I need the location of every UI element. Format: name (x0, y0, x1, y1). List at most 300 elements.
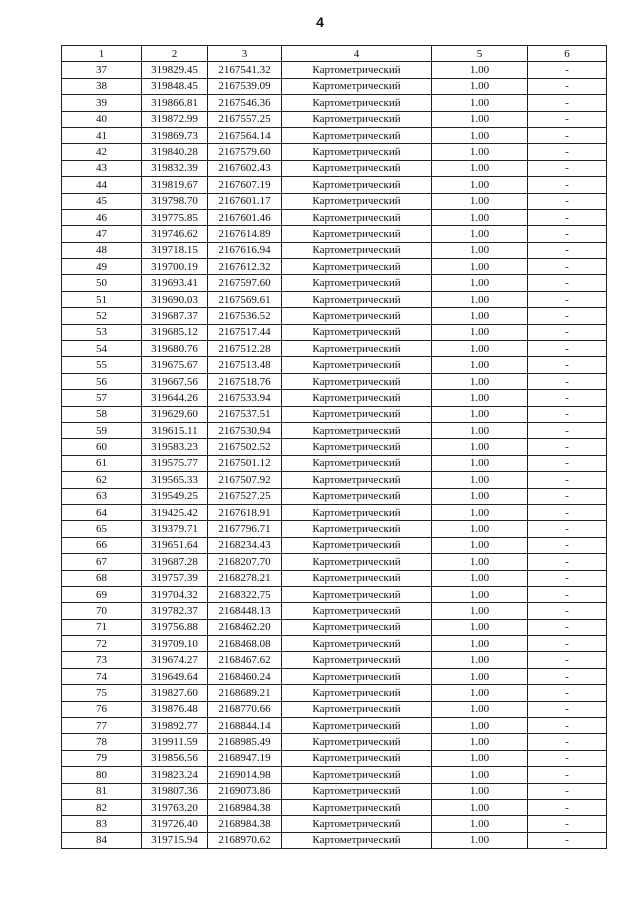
point-number-cell: 58 (62, 406, 142, 422)
table-row (62, 144, 607, 160)
coordinate-x-cell: 319715.94 (142, 832, 208, 848)
coordinate-y-cell: 2167512.28 (208, 341, 282, 357)
point-number-cell: 77 (62, 718, 142, 734)
point-number-cell: 51 (62, 291, 142, 307)
coordinate-y-cell: 2168970.62 (208, 832, 282, 848)
description-cell: - (528, 373, 607, 389)
description-cell: - (528, 734, 607, 750)
coordinate-x-cell: 319680.76 (142, 341, 208, 357)
coordinate-x-cell: 319629.60 (142, 406, 208, 422)
coordinate-x-cell: 319775.85 (142, 209, 208, 225)
point-number-cell: 75 (62, 685, 142, 701)
column-header-5: 5 (432, 46, 528, 62)
description-cell: - (528, 521, 607, 537)
table-row (62, 62, 607, 78)
method-cell: Картометрический (282, 718, 432, 734)
coordinate-x-cell: 319763.20 (142, 799, 208, 815)
accuracy-cell: 1.00 (432, 603, 528, 619)
method-cell: Картометрический (282, 144, 432, 160)
coordinate-y-cell: 2167546.36 (208, 95, 282, 111)
table-row (62, 619, 607, 635)
coordinate-x-cell: 319649.64 (142, 668, 208, 684)
point-number-cell: 39 (62, 95, 142, 111)
description-cell: - (528, 226, 607, 242)
table-row (62, 127, 607, 143)
table-row (62, 750, 607, 766)
point-number-cell: 61 (62, 455, 142, 471)
accuracy-cell: 1.00 (432, 488, 528, 504)
table-row (62, 357, 607, 373)
coordinate-y-cell: 2168448.13 (208, 603, 282, 619)
accuracy-cell: 1.00 (432, 816, 528, 832)
method-cell: Картометрический (282, 455, 432, 471)
point-number-cell: 52 (62, 308, 142, 324)
table-row (62, 504, 607, 520)
description-cell: - (528, 455, 607, 471)
table-row (62, 324, 607, 340)
method-cell: Картометрический (282, 586, 432, 602)
description-cell: - (528, 554, 607, 570)
coordinate-x-cell: 319869.73 (142, 127, 208, 143)
method-cell: Картометрический (282, 783, 432, 799)
description-cell: - (528, 504, 607, 520)
coordinate-x-cell: 319565.33 (142, 472, 208, 488)
coordinate-x-cell: 319892.77 (142, 718, 208, 734)
coordinate-x-cell: 319840.28 (142, 144, 208, 160)
table-row (62, 78, 607, 94)
description-cell: - (528, 570, 607, 586)
point-number-cell: 42 (62, 144, 142, 160)
method-cell: Картометрический (282, 111, 432, 127)
page-number: 4 (316, 14, 324, 30)
column-header-2: 2 (142, 46, 208, 62)
coordinate-x-cell: 319690.03 (142, 291, 208, 307)
table-row (62, 341, 607, 357)
point-number-cell: 48 (62, 242, 142, 258)
table-row (62, 209, 607, 225)
description-cell: - (528, 390, 607, 406)
table-row (62, 570, 607, 586)
table-row (62, 521, 607, 537)
method-cell: Картометрический (282, 603, 432, 619)
point-number-cell: 84 (62, 832, 142, 848)
coordinate-y-cell: 2168770.66 (208, 701, 282, 717)
point-number-cell: 82 (62, 799, 142, 815)
point-number-cell: 53 (62, 324, 142, 340)
description-cell: - (528, 832, 607, 848)
description-cell: - (528, 144, 607, 160)
point-number-cell: 72 (62, 636, 142, 652)
method-cell: Картометрический (282, 832, 432, 848)
coordinate-x-cell: 319782.37 (142, 603, 208, 619)
point-number-cell: 70 (62, 603, 142, 619)
coordinate-y-cell: 2168689.21 (208, 685, 282, 701)
table-row (62, 586, 607, 602)
coordinate-x-cell: 319687.37 (142, 308, 208, 324)
coordinate-x-cell: 319685.12 (142, 324, 208, 340)
coordinate-y-cell: 2168844.14 (208, 718, 282, 734)
method-cell: Картометрический (282, 127, 432, 143)
table-row (62, 308, 607, 324)
description-cell: - (528, 668, 607, 684)
description-cell: - (528, 636, 607, 652)
accuracy-cell: 1.00 (432, 718, 528, 734)
coordinate-x-cell: 319700.19 (142, 259, 208, 275)
table-row (62, 422, 607, 438)
accuracy-cell: 1.00 (432, 455, 528, 471)
table-row (62, 160, 607, 176)
table-row (62, 177, 607, 193)
method-cell: Картометрический (282, 95, 432, 111)
description-cell: - (528, 685, 607, 701)
accuracy-cell: 1.00 (432, 619, 528, 635)
accuracy-cell: 1.00 (432, 341, 528, 357)
method-cell: Картометрический (282, 357, 432, 373)
point-number-cell: 44 (62, 177, 142, 193)
method-cell: Картометрический (282, 390, 432, 406)
description-cell: - (528, 816, 607, 832)
method-cell: Картометрический (282, 259, 432, 275)
coordinate-x-cell: 319651.64 (142, 537, 208, 553)
method-cell: Картометрический (282, 750, 432, 766)
point-number-cell: 67 (62, 554, 142, 570)
method-cell: Картометрический (282, 488, 432, 504)
coordinate-x-cell: 319575.77 (142, 455, 208, 471)
coordinate-y-cell: 2167557.25 (208, 111, 282, 127)
method-cell: Картометрический (282, 636, 432, 652)
method-cell: Картометрический (282, 242, 432, 258)
point-number-cell: 43 (62, 160, 142, 176)
method-cell: Картометрический (282, 767, 432, 783)
coordinate-x-cell: 319911.59 (142, 734, 208, 750)
point-number-cell: 60 (62, 439, 142, 455)
point-number-cell: 64 (62, 504, 142, 520)
point-number-cell: 38 (62, 78, 142, 94)
accuracy-cell: 1.00 (432, 357, 528, 373)
point-number-cell: 55 (62, 357, 142, 373)
coordinate-y-cell: 2167537.51 (208, 406, 282, 422)
table-row (62, 701, 607, 717)
table-row (62, 291, 607, 307)
table-row (62, 455, 607, 471)
coordinate-y-cell: 2168467.62 (208, 652, 282, 668)
coordinate-y-cell: 2167533.94 (208, 390, 282, 406)
coordinate-y-cell: 2169073.86 (208, 783, 282, 799)
point-number-cell: 62 (62, 472, 142, 488)
coordinate-x-cell: 319583.23 (142, 439, 208, 455)
coordinate-y-cell: 2167518.76 (208, 373, 282, 389)
coordinate-x-cell: 319687.28 (142, 554, 208, 570)
point-number-cell: 37 (62, 62, 142, 78)
point-number-cell: 49 (62, 259, 142, 275)
point-number-cell: 73 (62, 652, 142, 668)
table-row (62, 652, 607, 668)
coordinate-y-cell: 2167539.09 (208, 78, 282, 94)
point-number-cell: 54 (62, 341, 142, 357)
method-cell: Картометрический (282, 619, 432, 635)
coordinate-x-cell: 319549.25 (142, 488, 208, 504)
coordinate-y-cell: 2167614.89 (208, 226, 282, 242)
coordinate-y-cell: 2167601.17 (208, 193, 282, 209)
accuracy-cell: 1.00 (432, 767, 528, 783)
accuracy-cell: 1.00 (432, 308, 528, 324)
point-number-cell: 57 (62, 390, 142, 406)
accuracy-cell: 1.00 (432, 701, 528, 717)
coordinate-x-cell: 319709.10 (142, 636, 208, 652)
coordinate-y-cell: 2167564.14 (208, 127, 282, 143)
description-cell: - (528, 783, 607, 799)
accuracy-cell: 1.00 (432, 652, 528, 668)
description-cell: - (528, 177, 607, 193)
method-cell: Картометрический (282, 799, 432, 815)
table-row (62, 767, 607, 783)
method-cell: Картометрический (282, 275, 432, 291)
coordinate-x-cell: 319798.70 (142, 193, 208, 209)
point-number-cell: 40 (62, 111, 142, 127)
accuracy-cell: 1.00 (432, 750, 528, 766)
description-cell: - (528, 193, 607, 209)
coordinate-y-cell: 2167601.46 (208, 209, 282, 225)
accuracy-cell: 1.00 (432, 832, 528, 848)
coordinate-x-cell: 319832.39 (142, 160, 208, 176)
coordinate-y-cell: 2168985.49 (208, 734, 282, 750)
table-row (62, 193, 607, 209)
accuracy-cell: 1.00 (432, 406, 528, 422)
table-row (62, 242, 607, 258)
description-cell: - (528, 439, 607, 455)
accuracy-cell: 1.00 (432, 570, 528, 586)
coordinate-x-cell: 319693.41 (142, 275, 208, 291)
method-cell: Картометрический (282, 668, 432, 684)
point-number-cell: 56 (62, 373, 142, 389)
coordinate-x-cell: 319819.67 (142, 177, 208, 193)
coordinate-y-cell: 2167517.44 (208, 324, 282, 340)
accuracy-cell: 1.00 (432, 373, 528, 389)
point-number-cell: 76 (62, 701, 142, 717)
description-cell: - (528, 750, 607, 766)
description-cell: - (528, 259, 607, 275)
accuracy-cell: 1.00 (432, 144, 528, 160)
point-number-cell: 46 (62, 209, 142, 225)
accuracy-cell: 1.00 (432, 537, 528, 553)
point-number-cell: 68 (62, 570, 142, 586)
accuracy-cell: 1.00 (432, 324, 528, 340)
point-number-cell: 65 (62, 521, 142, 537)
column-header-4: 4 (282, 46, 432, 62)
method-cell: Картометрический (282, 504, 432, 520)
point-number-cell: 63 (62, 488, 142, 504)
coordinates-table (61, 45, 607, 849)
coordinate-y-cell: 2168462.20 (208, 619, 282, 635)
coordinate-y-cell: 2167602.43 (208, 160, 282, 176)
coordinate-x-cell: 319757.39 (142, 570, 208, 586)
table-body (62, 62, 607, 849)
method-cell: Картометрический (282, 570, 432, 586)
column-header-1: 1 (62, 46, 142, 62)
coordinate-y-cell: 2167541.32 (208, 62, 282, 78)
description-cell: - (528, 160, 607, 176)
method-cell: Картометрический (282, 209, 432, 225)
coordinate-y-cell: 2167569.61 (208, 291, 282, 307)
method-cell: Картометрический (282, 816, 432, 832)
table-row (62, 799, 607, 815)
description-cell: - (528, 422, 607, 438)
coordinate-y-cell: 2167796.71 (208, 521, 282, 537)
coordinate-y-cell: 2167502.52 (208, 439, 282, 455)
method-cell: Картометрический (282, 78, 432, 94)
method-cell: Картометрический (282, 373, 432, 389)
table-row (62, 111, 607, 127)
method-cell: Картометрический (282, 554, 432, 570)
coordinate-x-cell: 319675.67 (142, 357, 208, 373)
accuracy-cell: 1.00 (432, 504, 528, 520)
coordinate-y-cell: 2167597.60 (208, 275, 282, 291)
coordinate-y-cell: 2167579.60 (208, 144, 282, 160)
method-cell: Картометрический (282, 422, 432, 438)
accuracy-cell: 1.00 (432, 586, 528, 602)
table-row (62, 439, 607, 455)
coordinate-y-cell: 2167527.25 (208, 488, 282, 504)
table-row (62, 603, 607, 619)
method-cell: Картометрический (282, 537, 432, 553)
table-row (62, 373, 607, 389)
point-number-cell: 74 (62, 668, 142, 684)
description-cell: - (528, 586, 607, 602)
coordinate-x-cell: 319667.56 (142, 373, 208, 389)
accuracy-cell: 1.00 (432, 685, 528, 701)
accuracy-cell: 1.00 (432, 209, 528, 225)
accuracy-cell: 1.00 (432, 160, 528, 176)
coordinate-y-cell: 2169014.98 (208, 767, 282, 783)
description-cell: - (528, 341, 607, 357)
accuracy-cell: 1.00 (432, 259, 528, 275)
table-row (62, 832, 607, 848)
coordinate-y-cell: 2168234.43 (208, 537, 282, 553)
description-cell: - (528, 652, 607, 668)
description-cell: - (528, 242, 607, 258)
coordinate-y-cell: 2167513.48 (208, 357, 282, 373)
table-row (62, 636, 607, 652)
method-cell: Картометрический (282, 439, 432, 455)
coordinate-y-cell: 2167612.32 (208, 259, 282, 275)
method-cell: Картометрический (282, 685, 432, 701)
coordinate-y-cell: 2167536.52 (208, 308, 282, 324)
accuracy-cell: 1.00 (432, 111, 528, 127)
table-row (62, 554, 607, 570)
accuracy-cell: 1.00 (432, 78, 528, 94)
accuracy-cell: 1.00 (432, 95, 528, 111)
accuracy-cell: 1.00 (432, 799, 528, 815)
description-cell: - (528, 718, 607, 734)
point-number-cell: 83 (62, 816, 142, 832)
accuracy-cell: 1.00 (432, 390, 528, 406)
coordinate-x-cell: 319872.99 (142, 111, 208, 127)
accuracy-cell: 1.00 (432, 62, 528, 78)
point-number-cell: 45 (62, 193, 142, 209)
point-number-cell: 71 (62, 619, 142, 635)
coordinate-x-cell: 319726.40 (142, 816, 208, 832)
method-cell: Картометрический (282, 406, 432, 422)
table-row (62, 226, 607, 242)
table-row (62, 406, 607, 422)
coordinate-x-cell: 319746.62 (142, 226, 208, 242)
coordinate-x-cell: 319848.45 (142, 78, 208, 94)
coordinate-x-cell: 319827.60 (142, 685, 208, 701)
table-row (62, 390, 607, 406)
method-cell: Картометрический (282, 472, 432, 488)
description-cell: - (528, 209, 607, 225)
coordinate-y-cell: 2168207.70 (208, 554, 282, 570)
description-cell: - (528, 799, 607, 815)
coordinate-y-cell: 2167507.92 (208, 472, 282, 488)
description-cell: - (528, 308, 607, 324)
coordinate-x-cell: 319829.45 (142, 62, 208, 78)
coordinate-y-cell: 2167607.19 (208, 177, 282, 193)
accuracy-cell: 1.00 (432, 193, 528, 209)
accuracy-cell: 1.00 (432, 242, 528, 258)
coordinate-x-cell: 319425.42 (142, 504, 208, 520)
accuracy-cell: 1.00 (432, 275, 528, 291)
point-number-cell: 50 (62, 275, 142, 291)
accuracy-cell: 1.00 (432, 636, 528, 652)
method-cell: Картометрический (282, 324, 432, 340)
table-row (62, 685, 607, 701)
table-header-row (62, 46, 607, 62)
description-cell: - (528, 488, 607, 504)
coordinate-y-cell: 2168278.21 (208, 570, 282, 586)
description-cell: - (528, 537, 607, 553)
method-cell: Картометрический (282, 62, 432, 78)
description-cell: - (528, 62, 607, 78)
description-cell: - (528, 275, 607, 291)
method-cell: Картометрический (282, 226, 432, 242)
point-number-cell: 59 (62, 422, 142, 438)
description-cell: - (528, 357, 607, 373)
point-number-cell: 41 (62, 127, 142, 143)
point-number-cell: 79 (62, 750, 142, 766)
point-number-cell: 47 (62, 226, 142, 242)
method-cell: Картометрический (282, 291, 432, 307)
point-number-cell: 69 (62, 586, 142, 602)
table-row (62, 783, 607, 799)
accuracy-cell: 1.00 (432, 472, 528, 488)
description-cell: - (528, 701, 607, 717)
coordinate-x-cell: 319756.88 (142, 619, 208, 635)
coordinate-x-cell: 319823.24 (142, 767, 208, 783)
accuracy-cell: 1.00 (432, 291, 528, 307)
accuracy-cell: 1.00 (432, 127, 528, 143)
coordinate-x-cell: 319876.48 (142, 701, 208, 717)
table-row (62, 816, 607, 832)
coordinate-x-cell: 319866.81 (142, 95, 208, 111)
method-cell: Картометрический (282, 701, 432, 717)
coordinate-y-cell: 2168984.38 (208, 816, 282, 832)
accuracy-cell: 1.00 (432, 668, 528, 684)
method-cell: Картометрический (282, 177, 432, 193)
coordinate-x-cell: 319674.27 (142, 652, 208, 668)
coordinate-x-cell: 319856.56 (142, 750, 208, 766)
table-row (62, 259, 607, 275)
table-row (62, 95, 607, 111)
table-row (62, 472, 607, 488)
column-header-6: 6 (528, 46, 607, 62)
description-cell: - (528, 619, 607, 635)
column-header-3: 3 (208, 46, 282, 62)
description-cell: - (528, 406, 607, 422)
method-cell: Картометрический (282, 734, 432, 750)
coordinate-y-cell: 2167616.94 (208, 242, 282, 258)
description-cell: - (528, 767, 607, 783)
